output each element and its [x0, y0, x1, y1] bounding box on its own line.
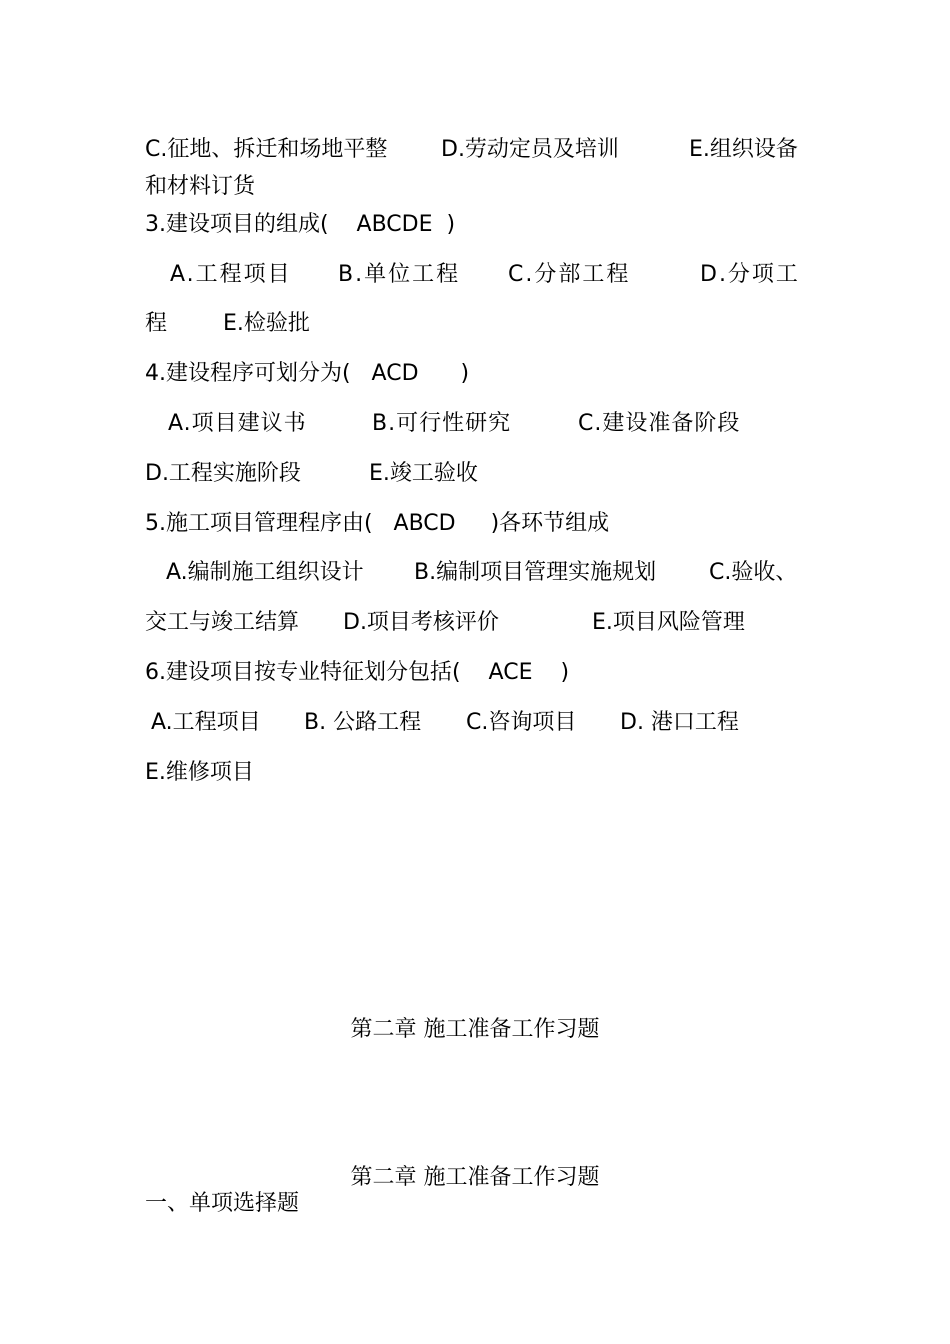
section-heading: 一、单项选择题	[145, 1191, 300, 1216]
q3-option-b: B.单位工程	[338, 262, 461, 287]
chapter-heading-repeat: 第二章 施工准备工作习题	[350, 1165, 600, 1190]
question-5-stem: 5.施工项目管理程序由( ABCD )各环节组成	[145, 511, 610, 536]
q4-option-b: B.可行性研究	[372, 411, 512, 436]
q5-option-b: B.编制项目管理实施规划	[414, 560, 657, 585]
q6-option-b: B. 公路工程	[304, 710, 422, 735]
q6-option-e: E.维修项目	[145, 760, 254, 785]
option-c-text: C.征地、拆迁和场地平整	[145, 137, 388, 162]
option-e-text: E.组织设备	[689, 137, 798, 162]
q3-option-e: E.检验批	[223, 311, 310, 336]
option-e-continuation: 和材料订货	[145, 174, 256, 199]
q6-option-d: D. 港口工程	[620, 710, 739, 735]
q5-option-c: C.验收、	[709, 560, 798, 585]
q4-option-e: E.竣工验收	[369, 461, 478, 486]
q5-option-e: E.项目风险管理	[592, 610, 745, 635]
q5-option-c-continuation: 交工与竣工结算	[145, 610, 300, 635]
q3-option-d-continuation: 程	[145, 311, 168, 336]
q4-option-c: C.建设准备阶段	[578, 411, 741, 436]
option-d-text: D.劳动定员及培训	[441, 137, 619, 162]
q5-option-d: D.项目考核评价	[343, 610, 499, 635]
q5-option-a: A.编制施工组织设计	[166, 560, 364, 585]
q3-option-c: C.分部工程	[508, 262, 631, 287]
q3-option-a: A.工程项目	[170, 262, 292, 287]
question-6-stem: 6.建设项目按专业特征划分包括( ACE )	[145, 660, 570, 685]
q6-option-c: C.咨询项目	[466, 710, 577, 735]
q6-option-a: A.工程项目	[151, 710, 261, 735]
question-3-stem: 3.建设项目的组成( ABCDE )	[145, 212, 456, 237]
question-4-stem: 4.建设程序可划分为( ACD )	[145, 361, 470, 386]
q4-option-d: D.工程实施阶段	[145, 461, 301, 486]
q4-option-a: A.项目建议书	[168, 411, 307, 436]
chapter-heading: 第二章 施工准备工作习题	[350, 1017, 600, 1042]
q3-option-d: D.分项工	[700, 262, 800, 287]
